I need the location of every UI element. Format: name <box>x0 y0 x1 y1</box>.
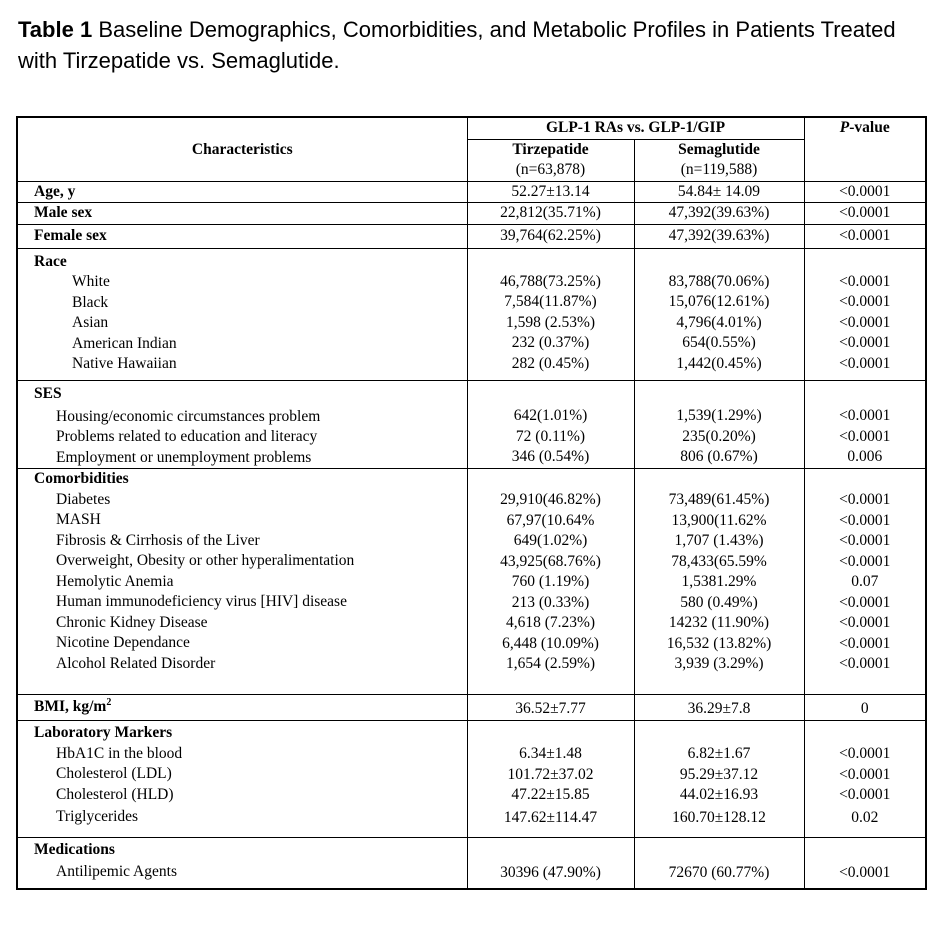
table-row-female: Female sex 39,764(62.25%) 47,392(39.63%) <0.0001 <box>17 224 926 248</box>
table-section-race: Race White Black Asian American Indian Native Hawaiian 46,788(73.25%) 7,584(11.87%) 1,598 (2.53%) 232 (0.37%) 282 (0.45%) 83,788(70.06%) 15,076(12.61%) 4,796(4.01%) 654(0.55%) 1,442(0.45%) <0.0001 <0.0001 <0.0001 <0.0001 <0.0001 <box>17 248 926 381</box>
header-semaglutide-name: Semaglutide <box>678 140 760 158</box>
header-semaglutide <box>634 139 804 181</box>
table-section-medications: Medications Antilipemic Agents 30396 (47.90%) 72670 (60.77%) <0.0001 <box>17 837 926 889</box>
bmi-sup: 2 <box>106 696 112 708</box>
caption-label: Table 1 <box>18 17 93 42</box>
table-row-male: Male sex 22,812(35.71%) 47,392(39.63%) <0.0001 <box>17 203 926 225</box>
table-section-comorbidities: Comorbidities Diabetes MASH Fibrosis & Cirrhosis of the Liver Overweight, Obesity or other hyperalimentation Hemolytic Anemia Human immunodeficiency virus [HIV] disease Chronic Kidney Disease Nicotine Dependance Alcohol Related Disorder 29,910(46.82%) 67,97(10.64% 649(1.02%) 43,925(68.76%) 760 (1.19%) 213 (0.33%) 4,618 (7.23%) 6,448 (10.09%) 1,654 (2.59%) 73,489(61.45%) 13,900(11.62% 1,707 (1.43%) 78,433(65.59% 1,5381.29% 580 (0.49%) 14232 (11.90%) 16,532 (13.82%) 3,939 (3.29%) <0.0001 <0.0001 <0.0001 <0.0001 0.07 <0.0001 <0.0001 <0.0001 <0.0001 <box>17 469 926 695</box>
header-pvalue-p: P <box>839 119 850 136</box>
header-pvalue <box>804 118 926 160</box>
table-caption <box>18 14 918 76</box>
table-section-lab: Laboratory Markers HbA1C in the blood Cholesterol (LDL) Cholesterol (HLD) Triglycerides 6.34±1.48 101.72±37.02 47.22±15.85 147.62±114.47 6.82±1.67 95.29±37.12 44.02±16.93 160.70±128.12 <0.0001 <0.0001 <0.0001 0.02 <box>17 721 926 838</box>
header-group: GLP-1 RAs vs. GLP-1/GIP <box>467 117 804 139</box>
table-row-bmi: BMI, $kg/m^2$ 36.52±7.77 36.29±7.8 0 <box>17 695 926 721</box>
ses-title: SES <box>34 385 62 402</box>
header-tirzepatide-name: Tirzepatide <box>512 140 589 158</box>
header-tirzepatide <box>467 139 634 181</box>
lab-title: Laboratory Markers <box>34 724 173 741</box>
caption-text: Baseline Demographics, Comorbidities, and Metabolic Profiles in Patients Treated with Tirzepatide vs. Semaglutide. <box>18 17 896 73</box>
medications-title: Medications <box>34 840 115 858</box>
table-section-ses: SES Housing/economic circumstances problem Problems related to education and literacy Employment or unemployment problems 642(1.01%) 72 (0.11%) 346 (0.54%) 1,539(1.29%) 235(0.20%) 806 (0.67%) <0.0001 <0.0001 0.006 <box>17 381 926 469</box>
race-title: Race White Black Asian American Indian Native Hawaiian <box>34 252 177 372</box>
header-semaglutide-n: (n=119,588) <box>680 161 758 178</box>
bmi-label: BMI, kg/m <box>34 698 107 715</box>
header-tirzepatide-n: (n=63,878) <box>515 161 586 178</box>
header-characteristics: Characteristics <box>191 141 293 158</box>
header-pvalue-rest: -value <box>849 119 890 136</box>
comorbidities-title: Comorbidities <box>34 470 129 487</box>
demographics-table <box>16 116 927 890</box>
table-row-age: Age, y 52.27±13.14 54.84± 14.09 <0.0001 <box>17 181 926 203</box>
